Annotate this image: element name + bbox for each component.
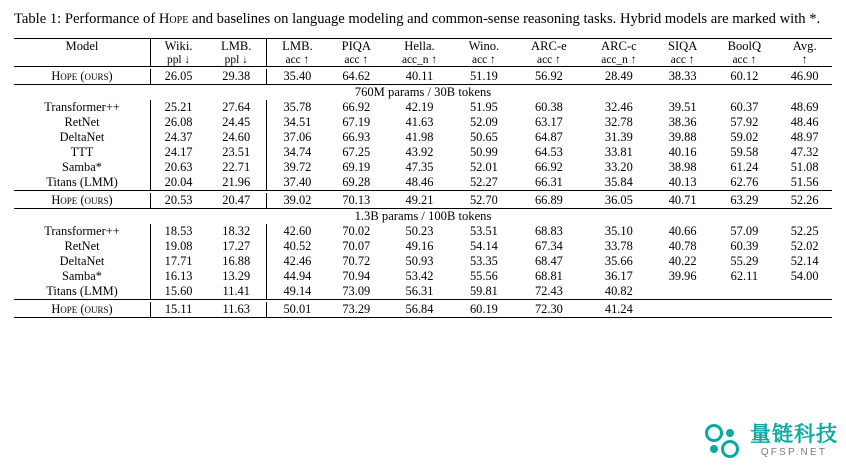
cell-0: 18.53 xyxy=(164,224,193,239)
cell-6: 66.89 xyxy=(534,193,563,208)
cell-10: 48.97 xyxy=(790,130,819,145)
cell-3: 69.28 xyxy=(342,175,371,190)
cell-10: 51.56 xyxy=(790,175,819,190)
cell-4: 50.93 xyxy=(405,254,434,269)
cell-4: 53.42 xyxy=(405,269,434,284)
row-model-name: RetNet xyxy=(14,239,151,254)
table-caption xyxy=(14,10,832,29)
cell-2: 39.02 xyxy=(283,193,312,208)
table-row xyxy=(14,284,832,300)
cell-8: 40.71 xyxy=(668,193,697,208)
cell-6: 60.38 xyxy=(534,100,563,115)
cell-7: 32.46 xyxy=(604,100,633,115)
header-lmb-ppl: LMB. xyxy=(206,39,267,55)
cell-1: 13.29 xyxy=(206,269,267,284)
caption-text-2: and baselines on language modeling and common-sense reasoning tasks. Hybrid models are marked with *. xyxy=(188,11,821,27)
cell-4: 41.63 xyxy=(405,115,434,130)
watermark-text xyxy=(750,424,838,459)
cell-7: 36.05 xyxy=(604,193,633,208)
header-sub-lmb-ppl: ppl ↓ xyxy=(206,54,267,67)
cell-9: 57.92 xyxy=(730,115,759,130)
cell-9: 61.24 xyxy=(730,160,759,175)
header-sub-model xyxy=(14,54,151,67)
cell-5: 55.56 xyxy=(469,269,498,284)
cell-2: 37.40 xyxy=(283,175,312,190)
cell-6: 66.92 xyxy=(534,160,563,175)
row-model-name: Hope (ours) xyxy=(14,302,151,318)
cell-6: 56.92 xyxy=(534,69,563,84)
cell-3: 69.19 xyxy=(342,160,371,175)
table-row xyxy=(14,224,832,239)
cell-3: 70.13 xyxy=(342,193,371,208)
table-row xyxy=(14,160,832,175)
cell-0: 19.08 xyxy=(164,239,193,254)
row-model-name: Titans (LMM) xyxy=(14,175,151,191)
header-sub-boolq: acc ↑ xyxy=(732,54,757,67)
header-piqa: PIQA xyxy=(327,39,385,55)
brand-logo-icon xyxy=(701,420,743,462)
cell-2: 49.14 xyxy=(283,284,312,299)
cell-3: 73.09 xyxy=(342,284,371,299)
cell-5: 60.19 xyxy=(454,302,514,318)
cell-0: 24.37 xyxy=(164,130,193,145)
header-hella: Hella. xyxy=(385,39,454,55)
cell-2: 50.01 xyxy=(267,302,328,318)
cell-1: 24.45 xyxy=(206,115,267,130)
cell-4: 43.92 xyxy=(405,145,434,160)
table-row xyxy=(14,302,832,318)
row-model-name: TTT xyxy=(14,145,151,160)
cell-10: 51.08 xyxy=(790,160,819,175)
cell-10: 52.02 xyxy=(790,239,819,254)
cell-7: 33.20 xyxy=(604,160,633,175)
row-model-name: Hope (ours) xyxy=(14,193,151,209)
cell-1: 23.51 xyxy=(206,145,267,160)
cell-1: 11.41 xyxy=(206,284,267,300)
cell-4: 48.46 xyxy=(405,175,434,190)
table-section-row xyxy=(14,209,832,225)
cell-6: 72.30 xyxy=(514,302,584,318)
header-arcc: ARC-c xyxy=(584,39,654,55)
cell-0: 16.13 xyxy=(164,269,193,284)
cell-6: 72.43 xyxy=(534,284,563,299)
header-avg: Avg. xyxy=(777,39,832,55)
header-sub-hella: acc_n ↑ xyxy=(401,54,438,67)
header-boolq: BoolQ xyxy=(711,39,777,55)
cell-5: 53.35 xyxy=(469,254,498,269)
header-wiki: Wiki. xyxy=(151,39,207,55)
table-row xyxy=(14,175,832,191)
cell-10: 46.90 xyxy=(790,69,819,84)
watermark-main: 量链科技 xyxy=(750,422,838,446)
cell-6: 63.17 xyxy=(534,115,563,130)
cell-0: 26.08 xyxy=(164,115,193,130)
header-sub-avg: ↑ xyxy=(801,54,808,67)
cell-0: 15.60 xyxy=(164,284,193,299)
cell-8: 39.51 xyxy=(668,100,697,115)
cell-6: 66.31 xyxy=(534,175,563,190)
cell-3: 70.72 xyxy=(342,254,371,269)
table-row xyxy=(14,145,832,160)
table-section-row xyxy=(14,85,832,101)
cell-5: 52.70 xyxy=(469,193,498,208)
cell-0: 25.21 xyxy=(164,100,193,115)
cell-8 xyxy=(654,284,712,300)
row-model-name: Samba* xyxy=(14,160,151,175)
cell-9 xyxy=(711,302,777,318)
cell-9: 60.39 xyxy=(730,239,759,254)
cell-10: 48.69 xyxy=(790,100,819,115)
row-model-name: Titans (LMM) xyxy=(14,284,151,300)
cell-0: 15.11 xyxy=(151,302,207,318)
row-model-name: Transformer++ xyxy=(14,100,151,115)
header-arce: ARC-e xyxy=(514,39,584,55)
cell-5: 52.27 xyxy=(469,175,498,190)
cell-9: 60.37 xyxy=(730,100,759,115)
cell-7: 40.82 xyxy=(604,284,633,299)
cell-4: 50.23 xyxy=(405,224,434,239)
cell-1: 18.32 xyxy=(206,224,267,239)
table-row xyxy=(14,254,832,269)
cell-7: 41.24 xyxy=(584,302,654,318)
section-title: 760M params / 30B tokens xyxy=(14,85,832,101)
cell-6: 68.47 xyxy=(534,254,563,269)
cell-9: 57.09 xyxy=(730,224,759,239)
cell-1: 22.71 xyxy=(206,160,267,175)
cell-3: 70.94 xyxy=(342,269,371,284)
cell-8: 40.66 xyxy=(668,224,697,239)
table-row xyxy=(14,193,832,209)
cell-2: 34.74 xyxy=(283,145,312,160)
table-header-row-1 xyxy=(14,39,832,55)
cell-9: 62.76 xyxy=(730,175,759,190)
cell-2: 40.52 xyxy=(283,239,312,254)
cell-7: 35.66 xyxy=(604,254,633,269)
cell-5: 50.99 xyxy=(469,145,498,160)
cell-3: 66.93 xyxy=(342,130,371,145)
caption-model-name: Hope xyxy=(158,11,189,27)
table-row xyxy=(14,239,832,254)
cell-4: 41.98 xyxy=(405,130,434,145)
cell-0: 20.63 xyxy=(164,160,193,175)
cell-4: 49.16 xyxy=(405,239,434,254)
cell-3: 67.19 xyxy=(342,115,371,130)
cell-8 xyxy=(654,302,712,318)
cell-9: 60.12 xyxy=(730,69,759,84)
cell-8: 38.36 xyxy=(668,115,697,130)
cell-1: 24.60 xyxy=(206,130,267,145)
cell-4: 40.11 xyxy=(405,69,434,84)
cell-6: 64.53 xyxy=(534,145,563,160)
cell-1: 11.63 xyxy=(206,302,267,318)
cell-7: 28.49 xyxy=(604,69,633,84)
row-model-name: DeltaNet xyxy=(14,130,151,145)
table-body xyxy=(14,39,832,318)
cell-10 xyxy=(777,302,832,318)
cell-8: 40.16 xyxy=(668,145,697,160)
cell-6: 67.34 xyxy=(534,239,563,254)
table-row xyxy=(14,115,832,130)
table-row xyxy=(14,100,832,115)
cell-9: 62.11 xyxy=(730,269,759,284)
cell-7: 31.39 xyxy=(604,130,633,145)
cell-4: 56.84 xyxy=(385,302,454,318)
cell-2: 37.06 xyxy=(283,130,312,145)
cell-2: 35.40 xyxy=(283,69,312,84)
cell-9: 63.29 xyxy=(730,193,759,208)
table-row xyxy=(14,130,832,145)
table-header-row-2 xyxy=(14,54,832,67)
cell-10: 47.32 xyxy=(790,145,819,160)
cell-8: 40.22 xyxy=(668,254,697,269)
watermark-sub: QFSP.NET xyxy=(760,446,828,458)
row-model-name: DeltaNet xyxy=(14,254,151,269)
cell-5: 52.01 xyxy=(469,160,498,175)
cell-10: 52.26 xyxy=(790,193,819,208)
cell-4: 49.21 xyxy=(405,193,434,208)
cell-7: 32.78 xyxy=(604,115,633,130)
cell-9: 55.29 xyxy=(730,254,759,269)
cell-8: 39.88 xyxy=(668,130,697,145)
header-sub-lmb-acc: acc ↑ xyxy=(285,54,310,67)
cell-5: 59.81 xyxy=(469,284,498,299)
cell-1: 16.88 xyxy=(206,254,267,269)
results-table xyxy=(14,38,832,318)
cell-8: 38.98 xyxy=(668,160,697,175)
header-sub-arce: acc ↑ xyxy=(537,54,561,67)
cell-8: 38.33 xyxy=(668,69,697,84)
cell-9 xyxy=(711,284,777,300)
table-row xyxy=(14,69,832,85)
cell-9: 59.58 xyxy=(730,145,759,160)
caption-text-1: Performance of xyxy=(64,11,159,27)
cell-8: 40.13 xyxy=(668,175,697,190)
watermark xyxy=(701,420,838,462)
header-sub-siqa: acc ↑ xyxy=(670,54,695,67)
cell-7: 33.81 xyxy=(604,145,633,160)
cell-3: 70.02 xyxy=(342,224,371,239)
cell-4: 56.31 xyxy=(405,284,434,299)
cell-0: 20.53 xyxy=(164,193,193,208)
cell-2: 39.72 xyxy=(283,160,312,175)
cell-2: 42.60 xyxy=(283,224,312,239)
row-model-name: Samba* xyxy=(14,269,151,284)
cell-1: 17.27 xyxy=(206,239,267,254)
cell-10: 48.46 xyxy=(790,115,819,130)
cell-5: 53.51 xyxy=(469,224,498,239)
cell-4: 42.19 xyxy=(405,100,434,115)
header-wino: Wino. xyxy=(454,39,514,55)
cell-2: 34.51 xyxy=(283,115,312,130)
cell-3: 67.25 xyxy=(342,145,371,160)
cell-7: 35.84 xyxy=(604,175,633,190)
cell-1: 21.96 xyxy=(206,175,267,191)
cell-5: 52.09 xyxy=(469,115,498,130)
cell-10: 52.25 xyxy=(790,224,819,239)
cell-5: 51.19 xyxy=(469,69,498,84)
cell-10: 52.14 xyxy=(790,254,819,269)
cell-0: 24.17 xyxy=(164,145,193,160)
header-sub-wiki: ppl ↓ xyxy=(167,54,191,67)
cell-10 xyxy=(777,284,832,300)
cell-3: 66.92 xyxy=(342,100,371,115)
cell-1: 27.64 xyxy=(206,100,267,115)
header-sub-piqa: acc ↑ xyxy=(344,54,369,67)
cell-0: 26.05 xyxy=(164,69,193,84)
table-row xyxy=(14,269,832,284)
cell-6: 64.87 xyxy=(534,130,563,145)
cell-8: 39.96 xyxy=(668,269,697,284)
header-sub-arcc: acc_n ↑ xyxy=(601,54,637,67)
row-model-name: RetNet xyxy=(14,115,151,130)
cell-4: 47.35 xyxy=(405,160,434,175)
header-sub-wino: acc ↑ xyxy=(472,54,496,67)
cell-9: 59.02 xyxy=(730,130,759,145)
header-lmb-acc: LMB. xyxy=(267,39,328,55)
row-model-name: Hope (ours) xyxy=(14,69,151,85)
cell-1: 20.47 xyxy=(206,193,267,209)
cell-0: 17.71 xyxy=(164,254,193,269)
cell-7: 33.78 xyxy=(604,239,633,254)
cell-7: 36.17 xyxy=(604,269,633,284)
caption-label: Table 1: xyxy=(14,11,62,27)
cell-2: 42.46 xyxy=(283,254,312,269)
cell-5: 50.65 xyxy=(469,130,498,145)
cell-2: 44.94 xyxy=(283,269,312,284)
cell-0: 20.04 xyxy=(164,175,193,190)
cell-2: 35.78 xyxy=(283,100,312,115)
cell-6: 68.81 xyxy=(534,269,563,284)
header-siqa: SIQA xyxy=(654,39,712,55)
cell-7: 35.10 xyxy=(604,224,633,239)
cell-3: 70.07 xyxy=(342,239,371,254)
header-model: Model xyxy=(14,39,151,55)
cell-3: 73.29 xyxy=(327,302,385,318)
row-model-name: Transformer++ xyxy=(14,224,151,239)
cell-6: 68.83 xyxy=(534,224,563,239)
section-title: 1.3B params / 100B tokens xyxy=(14,209,832,225)
cell-8: 40.78 xyxy=(668,239,697,254)
cell-3: 64.62 xyxy=(342,69,371,84)
cell-1: 29.38 xyxy=(206,69,267,85)
cell-10: 54.00 xyxy=(790,269,819,284)
cell-5: 54.14 xyxy=(469,239,498,254)
cell-5: 51.95 xyxy=(469,100,498,115)
